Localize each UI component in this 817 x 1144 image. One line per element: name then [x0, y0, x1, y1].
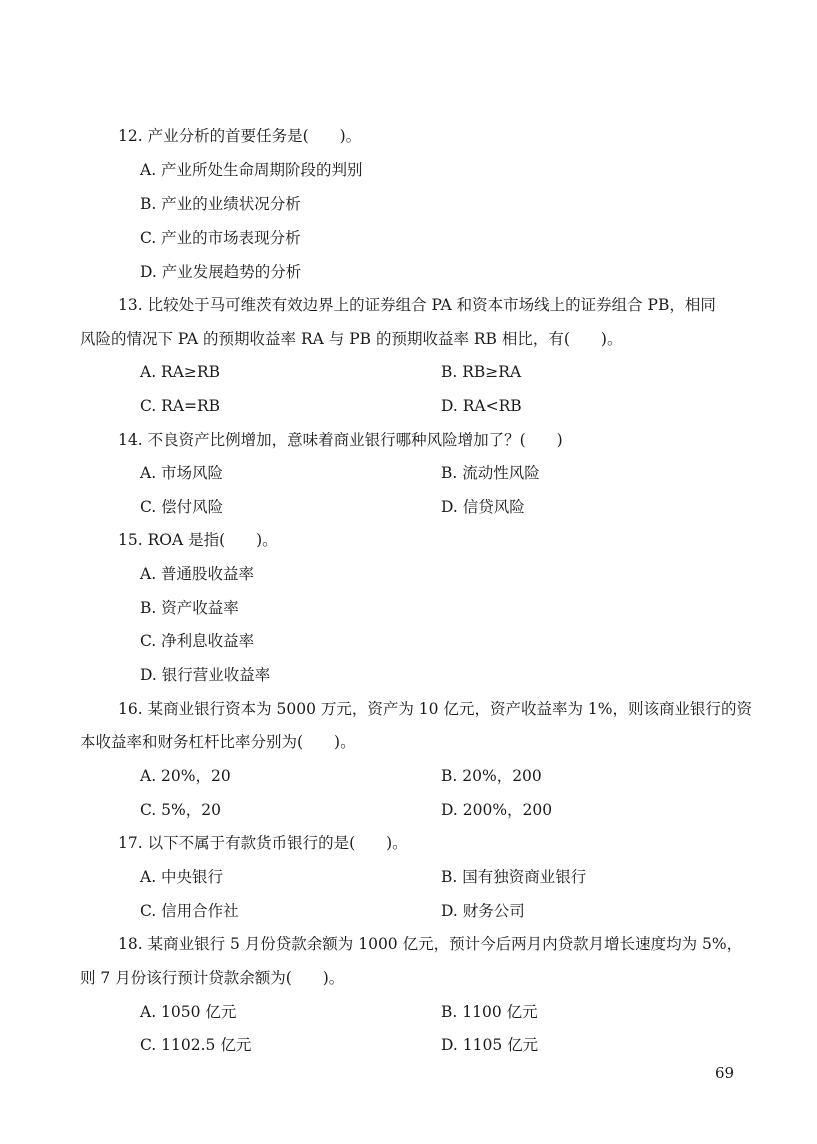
question-17: 17. 以下不属于有款货币银行的是( )。 — [118, 834, 408, 852]
question-16: 16. 某商业银行资本为 5000 万元，资产为 10 亿元，资产收益率为 1%，则该商业银行的资 — [118, 700, 752, 718]
question-13: 13. 比较处于马可维茨有效边界上的证券组合 PA 和资本市场线上的证券组合 PB，相同 — [118, 296, 716, 314]
q13-option-c: C. RA=RB — [140, 397, 221, 415]
q16-option-a: A. 20%，20 — [140, 767, 231, 785]
question-12: 12. 产业分析的首要任务是( )。 — [118, 127, 362, 145]
q12-option-b: B. 产业的业绩状况分析 — [140, 195, 301, 213]
q18-option-b: B. 1100 亿元 — [441, 1003, 538, 1021]
q17-option-d: D. 财务公司 — [441, 902, 525, 920]
q12-option-c: C. 产业的市场表现分析 — [140, 229, 301, 247]
q17-option-b: B. 国有独资商业银行 — [441, 868, 587, 886]
question-16-continued: 本收益率和财务杠杆比率分别为( )。 — [80, 733, 356, 751]
q18-option-a: A. 1050 亿元 — [140, 1003, 237, 1021]
q16-option-c: C. 5%，20 — [140, 801, 221, 819]
q15-option-b: B. 资产收益率 — [140, 599, 239, 617]
question-15: 15. ROA 是指( )。 — [118, 531, 278, 549]
q12-option-a: A. 产业所处生命周期阶段的判别 — [140, 161, 363, 179]
q16-option-d: D. 200%，200 — [441, 801, 553, 819]
question-18-continued: 则 7 月份该行预计贷款余额为( )。 — [80, 969, 345, 987]
q12-option-d: D. 产业发展趋势的分析 — [140, 263, 302, 281]
page-number: 69 — [715, 1064, 735, 1082]
question-18: 18. 某商业银行 5 月份贷款余额为 1000 亿元，预计今后两月内贷款月增长速度均为 5%， — [118, 935, 743, 953]
q15-option-d: D. 银行营业收益率 — [140, 666, 271, 684]
question-14: 14. 不良资产比例增加，意味着商业银行哪种风险增加了？( ) — [118, 431, 563, 449]
question-13-continued: 风险的情况下 PA 的预期收益率 RA 与 PB 的预期收益率 RB 相比，有( )。 — [80, 330, 623, 348]
q15-option-c: C. 净利息收益率 — [140, 632, 255, 650]
q14-option-d: D. 信贷风险 — [441, 498, 525, 516]
q13-option-a: A. RA≥RB — [140, 363, 220, 381]
q14-option-c: C. 偿付风险 — [140, 498, 224, 516]
q17-option-a: A. 中央银行 — [140, 868, 224, 886]
q18-option-d: D. 1105 亿元 — [441, 1036, 539, 1054]
q15-option-a: A. 普通股收益率 — [140, 565, 255, 583]
q17-option-c: C. 信用合作社 — [140, 902, 239, 920]
q13-option-b: B. RB≥RA — [441, 363, 522, 381]
q14-option-b: B. 流动性风险 — [441, 464, 540, 482]
q13-option-d: D. RA<RB — [441, 397, 522, 415]
q16-option-b: B. 20%，200 — [441, 767, 542, 785]
q14-option-a: A. 市场风险 — [140, 464, 224, 482]
q18-option-c: C. 1102.5 亿元 — [140, 1036, 252, 1054]
